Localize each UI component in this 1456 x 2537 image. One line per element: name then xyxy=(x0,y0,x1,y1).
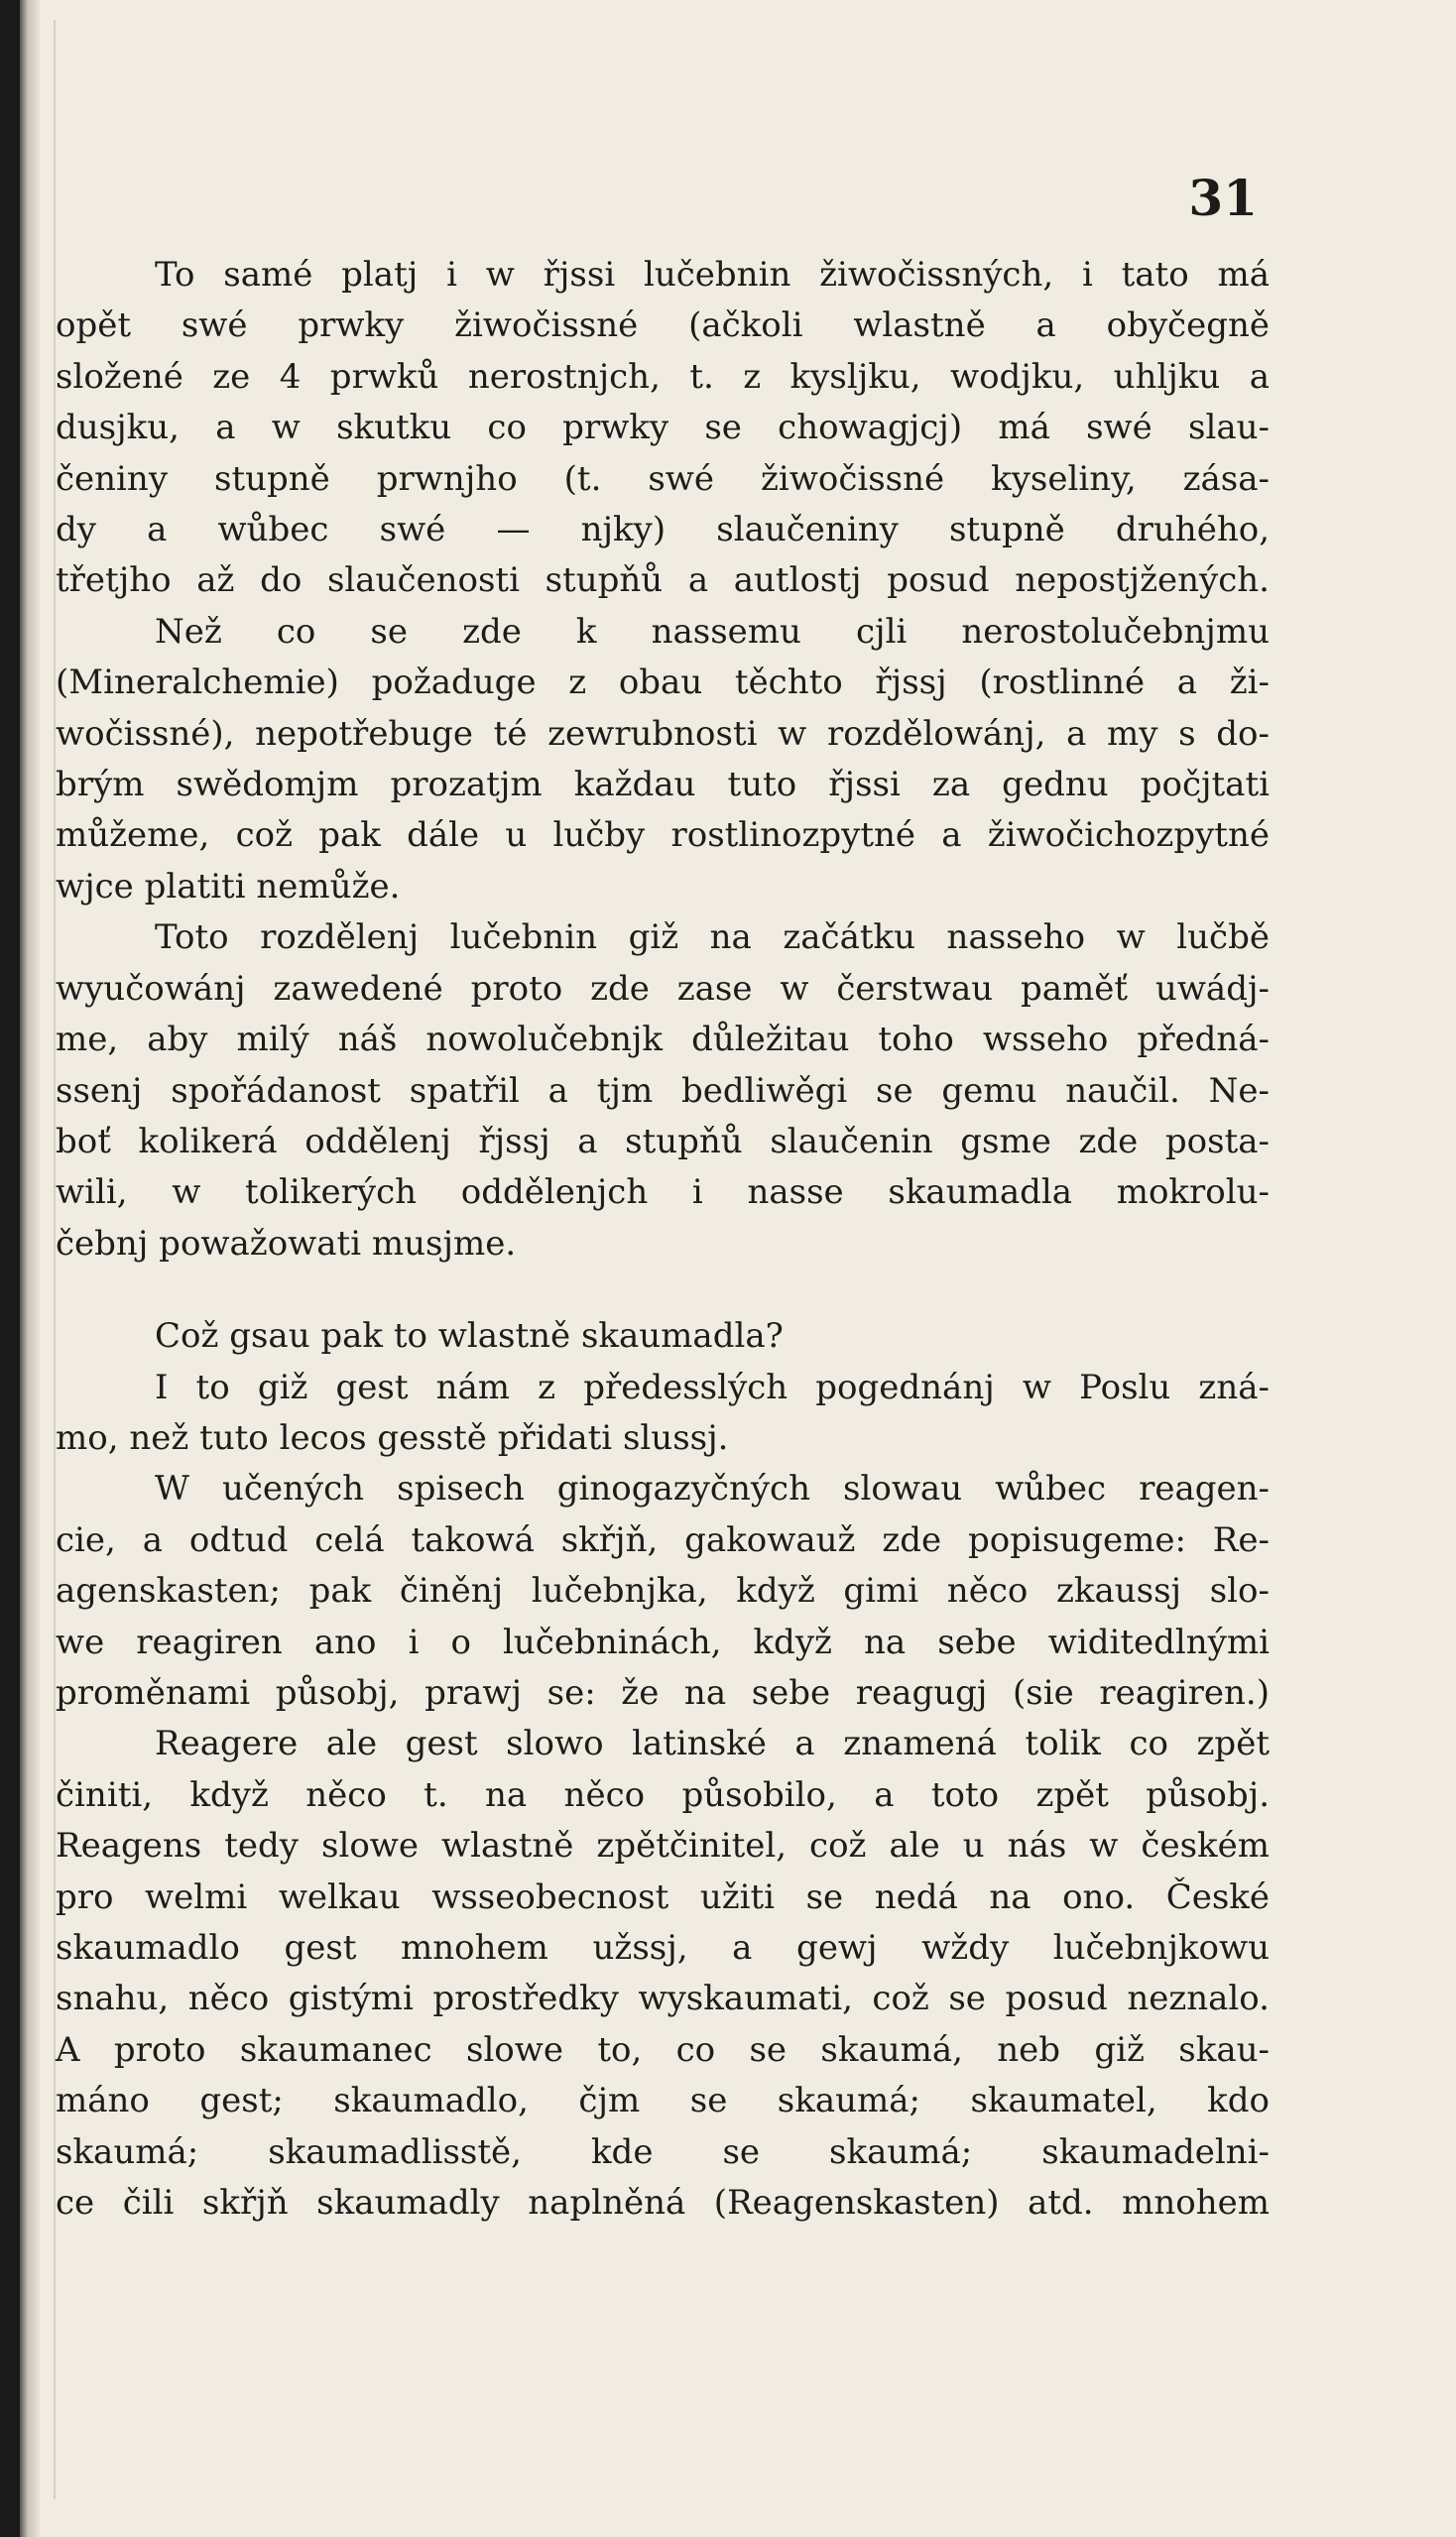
text-line: dusjku, a w skutku co prwky se chowagjcj) má swé slau- xyxy=(56,408,1270,448)
paragraph-2 xyxy=(56,607,1270,912)
text-line: čebnj powažowati musjme. xyxy=(56,1223,517,1264)
section-gap xyxy=(56,1269,1270,1311)
question-heading xyxy=(56,1311,1270,1362)
text-line: cie, a odtud celá takowá skřjň, gakowauž zde popisugeme: Re- xyxy=(56,1519,1270,1560)
text-line: můžeme, což pak dále u lučby rostlinozpytné a žiwočichozpytné xyxy=(56,815,1270,856)
text-line: skaumadlo gest mnohem užssj, a gewj wždy lučebnjkowu xyxy=(56,1928,1270,1968)
text-line: we reagiren ano i o lučebninách, když na sebe widitedlnými xyxy=(56,1622,1270,1662)
text-line: brým swědomjm prozatjm každau tuto řjssi za gednu počjtati xyxy=(56,765,1270,805)
text-line: máno gest; skaumadlo, čjm se skaumá; skaumatel, kdo xyxy=(56,2081,1270,2121)
text-line: Což gsau pak to wlastně skaumadla? xyxy=(155,1316,784,1357)
text-line: me, aby milý náš nowolučebnjk důležitau toho wsseho předná- xyxy=(56,1020,1270,1060)
text-line: boť kolikerá oddělenj řjssj a stupňů slaučenin gsme zde posta- xyxy=(56,1121,1270,1161)
paragraph-5 xyxy=(56,1363,1270,1465)
text-line: skaumá; skaumadlisstě, kde se skaumá; skaumadelni- xyxy=(56,2131,1270,2172)
body-text xyxy=(56,250,1270,2229)
paragraph-1 xyxy=(56,250,1270,607)
text-line: agenskasten; pak činěnj lučebnjka, když gimi něco zkaussj slo- xyxy=(56,1571,1270,1612)
text-line: To samé platj i w řjssi lučebnin žiwočissných, i tato má xyxy=(155,255,1270,295)
text-line: opět swé prwky žiwočissné (ačkoli wlastně a obyčegně xyxy=(56,305,1270,346)
text-line: proměnami působj, prawj se: že na sebe reagugj (sie reagiren.) xyxy=(56,1672,1270,1713)
text-line: dy a wůbec swé — njky) slaučeniny stupně druhého, xyxy=(56,510,1270,550)
paragraph-7 xyxy=(56,1719,1270,2229)
text-line: ce čili skřjň skaumadly naplněná (Reagenskasten) atd. mnohem xyxy=(56,2183,1270,2224)
text-line: (Mineralchemie) požaduge z obau těchto řjssj (rostlinné a ži- xyxy=(56,663,1270,703)
text-line: wjce platiti nemůže. xyxy=(56,866,401,906)
text-line: pro welmi welkau wsseobecnost užiti se nedá na ono. České xyxy=(56,1876,1270,1917)
text-line: A proto skaumanec slowe to, co se skaumá, neb giž skau- xyxy=(56,2029,1270,2070)
text-line: čeniny stupně prwnjho (t. swé žiwočissné kyseliny, zása- xyxy=(56,458,1270,499)
text-line: Reagere ale gest slowo latinské a znamená tolik co zpět xyxy=(155,1724,1270,1764)
text-line: Reagens tedy slowe wlastně zpětčinitel, což ale u nás w českém xyxy=(56,1826,1270,1867)
paragraph-3 xyxy=(56,912,1270,1269)
text-line: W učených spisech ginogazyčných slowau wůbec reagen- xyxy=(155,1469,1270,1510)
text-line: wočissné), nepotřebuge té zewrubnosti w rozdělowánj, a my s do- xyxy=(56,713,1270,754)
paragraph-6 xyxy=(56,1464,1270,1719)
book-page xyxy=(20,0,1456,2537)
text-line: snahu, něco gistými prostředky wyskaumati, což se posud neznalo. xyxy=(56,1979,1270,2019)
text-line: ssenj spořádanost spatřil a tjm bedliwěgi se gemu naučil. Ne- xyxy=(56,1070,1270,1111)
text-line: I to giž gest nám z předesslých pogednánj w Poslu zná- xyxy=(155,1367,1270,1407)
text-line: Toto rozdělenj lučebnin giž na začátku nasseho w lučbě xyxy=(155,917,1270,958)
text-line: Než co se zde k nassemu cjli nerostolučebnjmu xyxy=(155,611,1270,652)
text-line: mo, než tuto lecos gesstě přidati slussj. xyxy=(56,1417,729,1458)
text-line: wili, w tolikerých oddělenjch i nasse skaumadla mokrolu- xyxy=(56,1172,1270,1213)
text-line: složené ze 4 prwků nerostnjch, t. z kysljku, wodjku, uhljku a xyxy=(56,356,1270,397)
page-number: 31 xyxy=(1188,169,1258,227)
text-line: wyučowánj zawedené proto zde zase w čerstwau paměť uwádj- xyxy=(56,968,1270,1009)
page-gutter xyxy=(20,0,40,2537)
text-line: činiti, když něco t. na něco působilo, a toto zpět působj. xyxy=(56,1774,1270,1815)
text-line: třetjho až do slaučenosti stupňů a autlostj posud nepostjžených. xyxy=(56,560,1270,601)
